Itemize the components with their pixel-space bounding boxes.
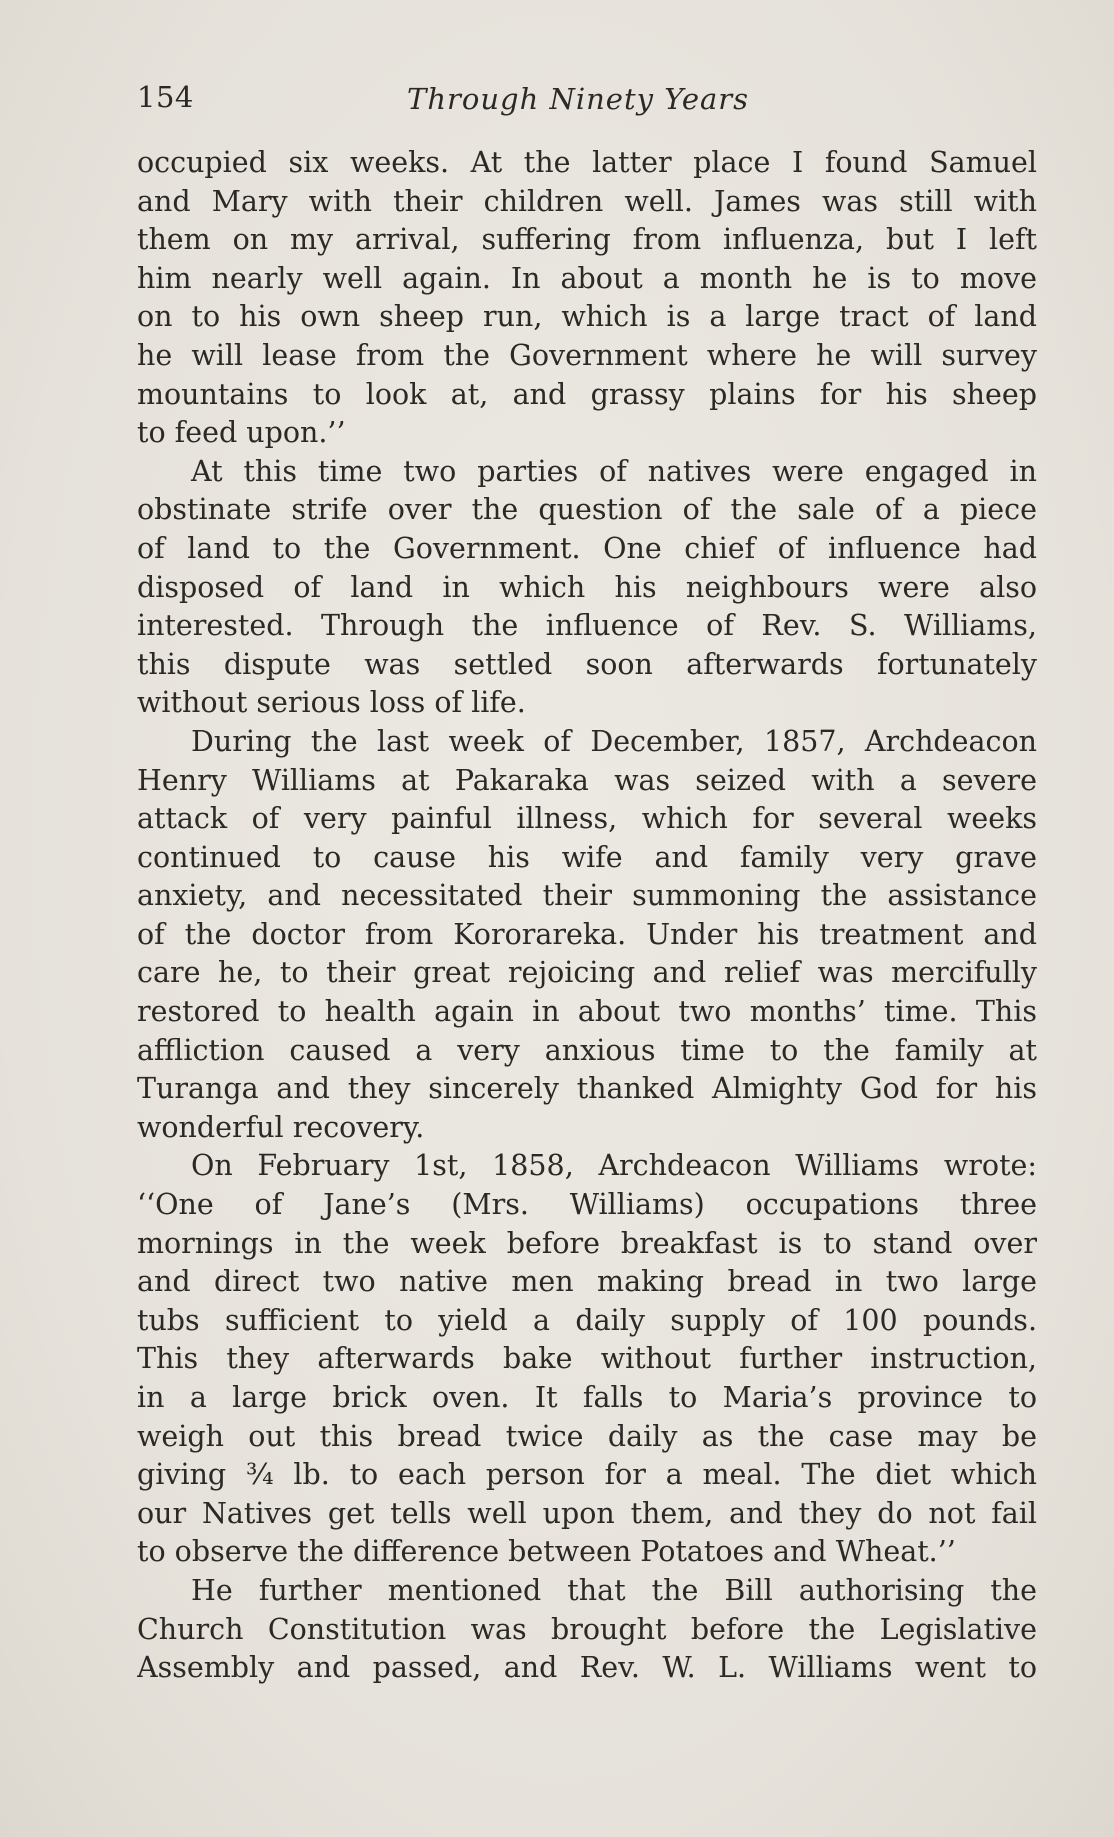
- text-line: wonderful recovery.: [137, 1110, 425, 1144]
- text-line: them on my arrival, suffering from influenza, but I left: [137, 223, 1037, 257]
- text-line: in a large brick oven. It falls to Maria’s province to: [137, 1381, 1037, 1414]
- text-line: to observe the difference between Potatoes and Wheat.’’: [137, 1535, 956, 1569]
- running-head: [137, 80, 1037, 120]
- text-line: Turanga and they sincerely thanked Almighty God for his: [137, 1072, 1037, 1106]
- text-line: disposed of land in which his neighbours were also: [137, 570, 1037, 604]
- text-line: weigh out this bread twice daily as the case may be: [137, 1419, 1037, 1453]
- text-line: on to his own sheep run, which is a large tract of land: [137, 300, 1037, 334]
- text-line: and direct two native men making bread in two large: [137, 1265, 1037, 1299]
- text-line: mountains to look at, and grassy plains for his sheep: [137, 377, 1037, 411]
- text-line: care he, to their great rejoicing and relief was mercifully: [137, 956, 1037, 990]
- text-line: occupied six weeks. At the latter place I found Samuel: [137, 146, 1037, 179]
- text-line: ‘‘One of Jane’s (Mrs. Williams) occupations three: [137, 1188, 1037, 1222]
- text-line: interested. Through the influence of Rev. S. Williams,: [137, 609, 1037, 643]
- text-line: At this time two parties of natives were engaged in: [191, 454, 1037, 488]
- text-line: Assembly and passed, and Rev. W. L. Williams went to: [137, 1651, 1037, 1685]
- text-line: our Natives get tells well upon them, and they do not fail: [137, 1496, 1037, 1530]
- text-line: During the last week of December, 1857, Archdeacon: [191, 724, 1037, 758]
- text-line: mornings in the week before breakfast is to stand over: [137, 1226, 1037, 1260]
- body-text: [137, 144, 1037, 1688]
- text-line: of land to the Government. One chief of influence had: [137, 531, 1037, 565]
- text-line: giving ¾ lb. to each person for a meal. The diet which: [137, 1458, 1037, 1492]
- text-line: continued to cause his wife and family very grave: [137, 840, 1037, 874]
- text-line: On February 1st, 1858, Archdeacon Williams wrote:: [191, 1149, 1037, 1183]
- text-line: and Mary with their children well. James was still with: [137, 184, 1037, 218]
- text-line: to feed upon.’’: [137, 416, 346, 450]
- text-line: Henry Williams at Pakaraka was seized with a severe: [137, 763, 1037, 797]
- text-line: this dispute was settled soon afterwards fortunately: [137, 647, 1037, 681]
- text-line: attack of very painful illness, which for several weeks: [137, 802, 1037, 836]
- text-line: he will lease from the Government where he will survey: [137, 338, 1037, 372]
- text-line: him nearly well again. In about a month he is to move: [137, 261, 1037, 295]
- text-line: Church Constitution was brought before the Legislative: [137, 1612, 1037, 1646]
- text-line: of the doctor from Kororareka. Under his treatment and: [137, 917, 1037, 951]
- text-line: tubs sufficient to yield a daily supply of 100 pounds.: [137, 1303, 1037, 1337]
- running-title: Through Ninety Years: [407, 82, 750, 116]
- text-line: affliction caused a very anxious time to the family at: [137, 1033, 1037, 1067]
- text-line: He further mentioned that the Bill authorising the: [191, 1573, 1037, 1607]
- text-line: obstinate strife over the question of the sale of a piece: [137, 493, 1037, 527]
- text-line: anxiety, and necessitated their summoning the assistance: [137, 879, 1037, 913]
- page-number: 154: [137, 80, 194, 114]
- text-line: without serious loss of life.: [137, 686, 526, 720]
- text-line: This they afterwards bake without further instruction,: [137, 1342, 1037, 1376]
- text-line: restored to health again in about two months’ time. This: [137, 995, 1037, 1029]
